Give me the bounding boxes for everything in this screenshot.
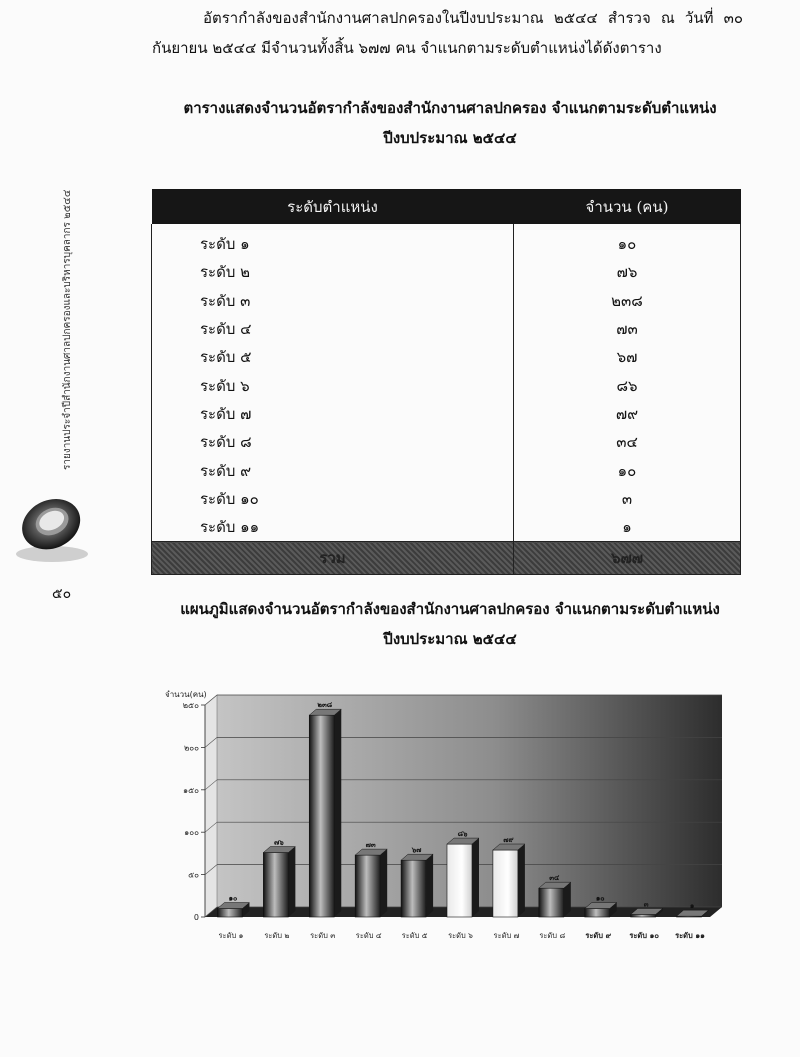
x-tick-label: ระดับ ๒ [264, 931, 290, 940]
x-tick-label: ระดับ ๓ [310, 931, 336, 940]
y-axis-label: จำนวน(คน) [165, 690, 207, 699]
header-level: ระดับตำแหน่ง [152, 189, 514, 224]
bar-side [472, 838, 479, 917]
count-cell: ๗๓ [514, 315, 741, 343]
level-cell: ระดับ ๑๑ [152, 513, 514, 542]
level-cell: ระดับ ๖ [152, 371, 514, 399]
bar [355, 855, 380, 917]
table-row [152, 456, 741, 484]
x-tick-label: ระดับ ๔ [355, 931, 382, 940]
table-row [152, 315, 741, 343]
bar-value-label: ๗๖ [274, 838, 284, 847]
level-cell: ระดับ ๔ [152, 315, 514, 343]
ring-logo-icon [12, 486, 92, 566]
bar-side [564, 882, 571, 917]
chart-title-line-1: แผนภูมิแสดงจำนวนอัตรากำลังของสำนักงานศาลปกครอง จำแนกตามระดับตำแหน่ง [180, 600, 720, 618]
count-cell: ๗๖ [514, 258, 741, 286]
table-row [152, 224, 741, 258]
staff-table [151, 189, 741, 575]
table-row [152, 400, 741, 428]
x-tick-label: ระดับ ๘ [539, 931, 566, 940]
level-cell: ระดับ ๓ [152, 287, 514, 315]
table-title-line-1: ตารางแสดงจำนวนอัตรากำลังของสำนักงานศาลปกครอง จำแนกตามระดับตำแหน่ง [183, 99, 717, 117]
bar-value-label: ๑๐ [595, 894, 605, 903]
bar [217, 909, 242, 917]
count-cell: ๑๐ [514, 456, 741, 484]
total-value: ๖๗๗ [514, 542, 741, 575]
x-tick-label: ระดับ ๙ [585, 931, 612, 940]
bar-value-label: ๓๔ [549, 874, 560, 883]
bar-value-label: ๖๗ [411, 846, 422, 855]
bar [447, 844, 472, 917]
count-cell: ๘๖ [514, 371, 741, 399]
side-caption: รายงานประจำปีสำนักงานศาลปกครองและบริหารบุคลากร ๒๕๔๔ [62, 189, 73, 470]
table-row [152, 258, 741, 286]
table-header-row [152, 189, 741, 224]
table-row [152, 513, 741, 542]
page-number: ๕๐ [52, 586, 72, 602]
x-tick-label: ระดับ ๑๑ [675, 931, 705, 940]
chart-side-wall [205, 695, 217, 917]
bar [539, 888, 564, 917]
bar-side [334, 709, 341, 917]
level-cell: ระดับ ๑ [152, 224, 514, 258]
y-tick-label: ๑๕๐ [182, 785, 199, 795]
total-label: รวม [152, 542, 514, 575]
y-tick-label: ๒๕๐ [182, 701, 199, 710]
bar-value-label: ๒๓๘ [317, 701, 333, 710]
bar [263, 853, 288, 917]
y-tick-label: ๒๐๐ [183, 743, 199, 753]
bar [493, 850, 518, 917]
x-tick-label: ระดับ ๗ [493, 931, 520, 940]
x-tick-label: ระดับ ๕ [401, 931, 428, 940]
bar-value-label: ๑ [689, 902, 695, 911]
header-count: จำนวน (คน) [514, 189, 741, 224]
level-cell: ระดับ ๑๐ [152, 485, 514, 513]
y-tick-label: 0 [193, 913, 199, 922]
bar-value-label: ๘๖ [457, 830, 468, 839]
bar-side [380, 849, 387, 917]
total-row [152, 542, 741, 575]
count-cell: ๑๐ [514, 224, 741, 258]
bar-value-label: ๑๐ [228, 894, 238, 903]
level-cell: ระดับ ๕ [152, 343, 514, 371]
table-row [152, 428, 741, 456]
bar-value-label: ๓ [643, 900, 649, 909]
bar [401, 860, 426, 917]
count-cell: ๒๓๘ [514, 287, 741, 315]
intro-line-2: กันยายน ๒๕๔๔ มีจำนวนทั้งสิ้น ๖๗๗ คน จำแนกตามระดับตำแหน่งได้ดังตาราง [152, 39, 662, 57]
level-cell: ระดับ ๒ [152, 258, 514, 286]
x-tick-label: ระดับ ๑๐ [629, 931, 659, 940]
count-cell: ๓๔ [514, 428, 741, 456]
count-cell: ๖๗ [514, 343, 741, 371]
x-tick-label: ระดับ ๖ [448, 931, 473, 940]
bar-value-label: ๗๙ [503, 836, 514, 845]
y-tick-label: ๑๐๐ [184, 828, 199, 838]
bar [631, 914, 656, 917]
bar-side [288, 847, 295, 917]
count-cell: ๓ [514, 485, 741, 513]
table-row [152, 485, 741, 513]
table-row [152, 287, 741, 315]
level-cell: ระดับ ๗ [152, 400, 514, 428]
bar-chart [160, 680, 740, 950]
count-cell: ๑ [514, 513, 741, 542]
level-cell: ระดับ ๙ [152, 456, 514, 484]
bar-side [518, 844, 525, 917]
bar [309, 715, 334, 917]
count-cell: ๗๙ [514, 400, 741, 428]
table-row [152, 371, 741, 399]
level-cell: ระดับ ๘ [152, 428, 514, 456]
bar [585, 909, 610, 917]
table-title-line-2: ปีงบประมาณ ๒๕๔๔ [383, 129, 517, 147]
chart-title-line-2: ปีงบประมาณ ๒๕๔๔ [383, 630, 517, 648]
x-tick-label: ระดับ ๑ [218, 931, 244, 940]
bar-side [426, 854, 433, 917]
table-row [152, 343, 741, 371]
y-tick-label: ๕๐ [188, 870, 199, 880]
intro-line-1: อัตรากำลังของสำนักงานศาลปกครองในปีงบประมาณ ๒๕๔๔ สำรวจ ณ วันที่ ๓๐ [203, 9, 743, 27]
bar-value-label: ๗๓ [365, 841, 376, 850]
